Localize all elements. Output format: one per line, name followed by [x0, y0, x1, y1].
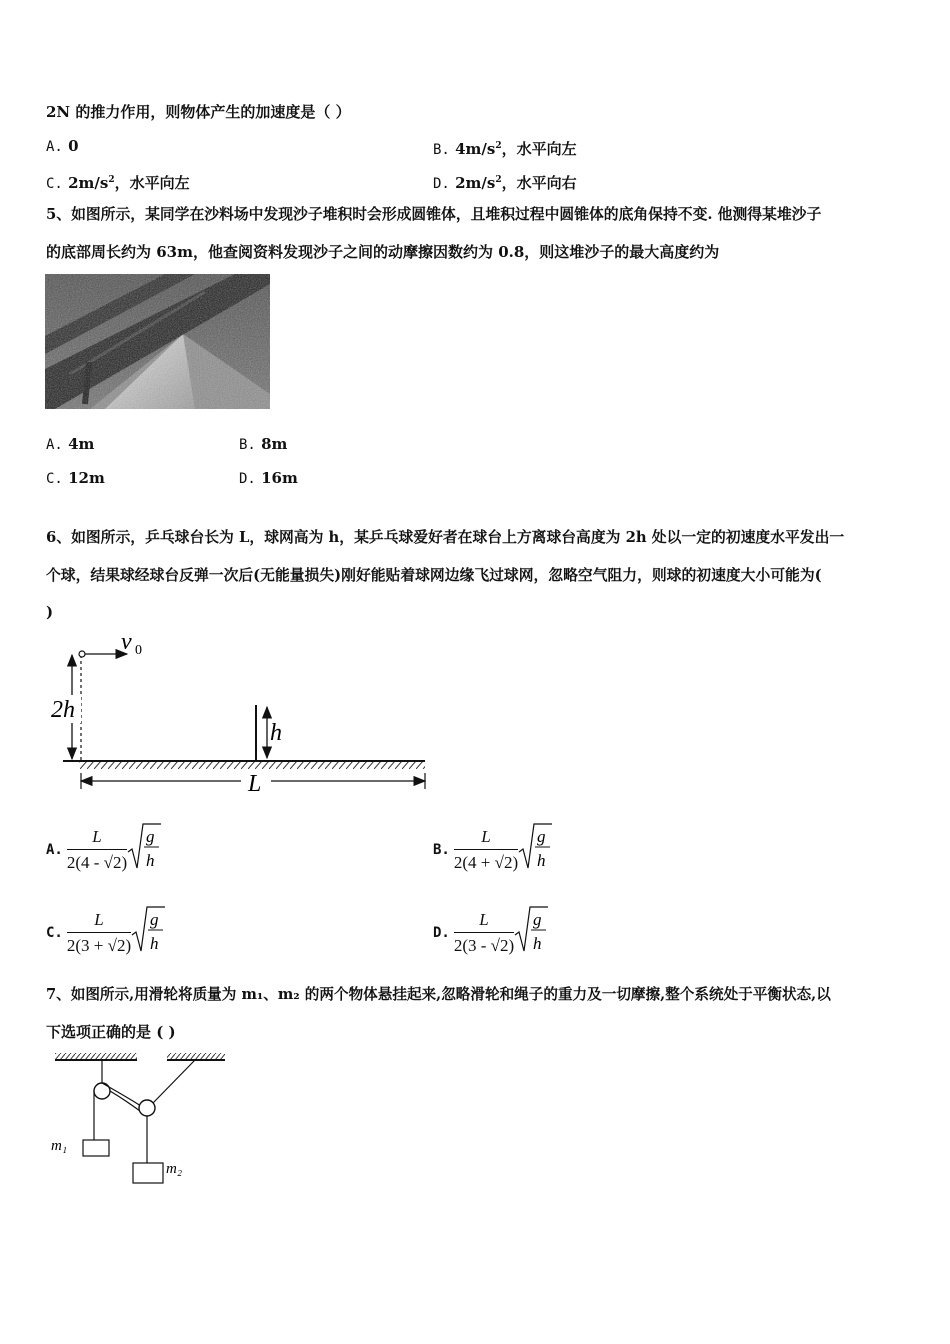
- option-text: 8m: [261, 435, 288, 453]
- option-after: ，水平向左: [114, 174, 190, 192]
- fraction-denominator: 2(3 - √2): [454, 932, 514, 956]
- option-label: B.: [239, 437, 256, 453]
- q4-stem-tail: 2N 的推力作用，则物体产生的加速度是（ ）: [46, 103, 351, 121]
- net-h-label: h: [270, 720, 282, 746]
- q6-option-c[interactable]: [46, 903, 165, 963]
- option-text: 2m/s: [68, 174, 109, 192]
- root-numerator: g: [150, 909, 159, 929]
- option-label: A.: [46, 139, 63, 155]
- pulley-diagram: [45, 1048, 230, 1188]
- v0-subscript: 0: [135, 643, 142, 658]
- q6-option-b[interactable]: [433, 820, 552, 880]
- fraction-denominator: 2(3 + √2): [67, 932, 131, 956]
- sqrt-g-over-h: [131, 905, 165, 962]
- root-denominator: h: [150, 933, 159, 953]
- fraction-numerator: L: [481, 827, 491, 846]
- q5-option-b[interactable]: [239, 434, 287, 455]
- option-after: ，水平向左: [501, 140, 577, 158]
- fraction: [454, 910, 514, 956]
- m2-label: m₂: [166, 1161, 183, 1177]
- q7-stem-line1: 7、如图所示,用滑轮将质量为 m₁、m₂ 的两个物体悬挂起来,忽略滑轮和绳子的重力及一切摩擦,整个系统处于平衡状态,以: [46, 986, 831, 1003]
- fraction: [454, 827, 518, 873]
- sqrt-g-over-h: [127, 822, 161, 879]
- option-text: 2m/s: [455, 174, 496, 192]
- root-denominator: h: [146, 850, 155, 870]
- height-2h-label: 2h: [51, 697, 75, 723]
- sand-pile-photo: [45, 274, 270, 409]
- q7-stem-line2: 下选项正确的是 ( ): [46, 1023, 176, 1041]
- option-label: C.: [46, 176, 63, 192]
- q5-option-a[interactable]: [46, 434, 94, 455]
- option-after: ，水平向右: [501, 174, 577, 192]
- q4-option-c[interactable]: [46, 170, 190, 194]
- q4-option-b[interactable]: [433, 136, 577, 160]
- option-text: 4m/s: [455, 140, 496, 158]
- root-numerator: g: [533, 909, 542, 929]
- option-label: D.: [433, 925, 450, 941]
- q6-option-d[interactable]: [433, 903, 548, 963]
- q6-stem-line3: ): [46, 603, 54, 621]
- fraction: [67, 827, 127, 873]
- length-L-label: L: [248, 771, 262, 797]
- option-text: 4m: [68, 435, 95, 453]
- fraction-numerator: L: [479, 910, 489, 929]
- q6-stem-line1: 6、如图所示，乒乓球台长为 L，球网高为 h，某乒乓球爱好者在球台上方离球台高度为 2h 处以一定的初速度水平发出一: [46, 529, 845, 546]
- q6-option-a[interactable]: [46, 820, 161, 880]
- option-label: B.: [433, 142, 450, 158]
- table-tennis-diagram: [45, 625, 435, 800]
- q6-stem-line2: 个球，结果球经球台反弹一次后(无能量损失)刚好能贴着球网边缘飞过球网，忽略空气阻力，则球的初速度大小可能为(: [46, 567, 822, 584]
- root-denominator: h: [537, 850, 546, 870]
- v0-label: v: [121, 629, 132, 655]
- sqrt-g-over-h: [514, 905, 548, 962]
- option-sup: 2: [495, 175, 502, 185]
- option-label: B.: [433, 842, 450, 858]
- option-text: 0: [68, 137, 79, 155]
- q5-option-d[interactable]: [239, 468, 298, 489]
- root-numerator: g: [537, 826, 546, 846]
- fraction: [67, 910, 131, 956]
- option-label: C.: [46, 925, 63, 941]
- fraction-denominator: 2(4 - √2): [67, 849, 127, 873]
- q5-stem-line2: 的底部周长约为 63m，他查阅资料发现沙子之间的动摩擦因数约为 0.8，则这堆沙子的最大高度约为: [46, 243, 720, 261]
- q4-option-a[interactable]: [46, 136, 79, 157]
- q4-option-d[interactable]: [433, 170, 577, 194]
- option-label: A.: [46, 437, 63, 453]
- option-label: A.: [46, 842, 63, 858]
- sqrt-g-over-h: [518, 822, 552, 879]
- option-sup: 2: [495, 141, 502, 151]
- option-label: D.: [239, 471, 256, 487]
- fraction-numerator: L: [92, 827, 102, 846]
- root-denominator: h: [533, 933, 542, 953]
- q5-stem-line1: 5、如图所示，某同学在沙料场中发现沙子堆积时会形成圆锥体，且堆积过程中圆锥体的底角保持不变. 他测得某堆沙子: [46, 206, 822, 223]
- option-text: 16m: [261, 469, 298, 487]
- fraction-denominator: 2(4 + √2): [454, 849, 518, 873]
- option-label: D.: [433, 176, 450, 192]
- fraction-numerator: L: [94, 910, 104, 929]
- root-numerator: g: [146, 826, 155, 846]
- option-sup: 2: [108, 175, 115, 185]
- option-label: C.: [46, 471, 63, 487]
- q5-option-c[interactable]: [46, 468, 105, 489]
- m1-label: m₁: [51, 1138, 68, 1154]
- option-text: 12m: [68, 469, 105, 487]
